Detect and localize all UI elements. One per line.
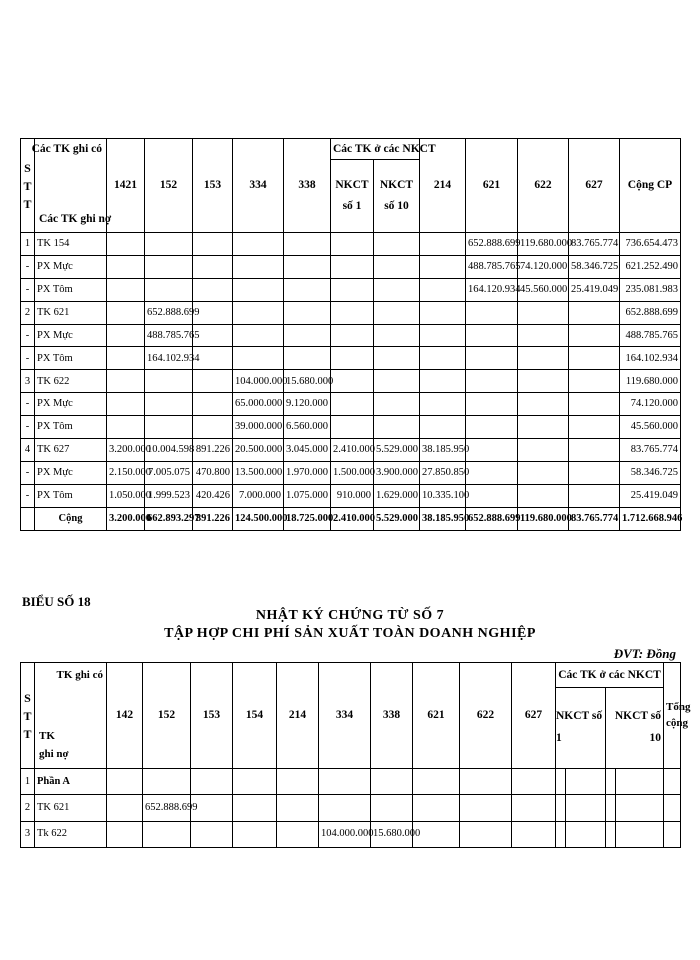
amount-cell: 104.000.000 bbox=[233, 370, 284, 393]
amount-cell bbox=[331, 324, 374, 347]
amount-cell bbox=[512, 821, 556, 847]
table-row bbox=[21, 301, 681, 324]
amount-cell bbox=[569, 416, 620, 439]
credit-accounts-label: Các TK ghi có bbox=[31, 143, 102, 155]
amount-cell: 9.120.000 bbox=[284, 393, 331, 416]
amount-cell bbox=[284, 301, 331, 324]
amount-cell bbox=[331, 416, 374, 439]
row-stt: 1 bbox=[21, 769, 35, 795]
amount-cell: 891.226 bbox=[193, 439, 233, 462]
amount-cell: 104.000.000 bbox=[319, 821, 371, 847]
amount-cell bbox=[107, 370, 145, 393]
amount-cell: 58.346.725 bbox=[620, 461, 681, 484]
amount-cell bbox=[374, 347, 420, 370]
amount-cell bbox=[233, 347, 284, 370]
col-header: 334 bbox=[319, 663, 371, 769]
amount-cell: 65.000.000 bbox=[233, 393, 284, 416]
total-amount: 18.725.000 bbox=[284, 507, 331, 530]
corner-header bbox=[35, 663, 107, 769]
amount-cell bbox=[107, 795, 143, 821]
row-stt: - bbox=[21, 484, 35, 507]
row-stt: - bbox=[21, 393, 35, 416]
row-account: PX Mực bbox=[35, 393, 107, 416]
amount-cell bbox=[233, 795, 277, 821]
col-header: Cộng CP bbox=[620, 139, 681, 233]
amount-cell bbox=[413, 769, 460, 795]
amount-cell bbox=[518, 484, 569, 507]
row-account: TK 154 bbox=[35, 233, 107, 256]
table-row bbox=[21, 347, 681, 370]
row-account: PX Mực bbox=[35, 255, 107, 278]
amount-cell: 39.000.000 bbox=[233, 416, 284, 439]
amount-cell bbox=[107, 769, 143, 795]
amount-cell bbox=[233, 301, 284, 324]
col-header: 627 bbox=[512, 663, 556, 769]
amount-cell bbox=[233, 821, 277, 847]
amount-cell bbox=[466, 461, 518, 484]
amount-cell bbox=[107, 324, 145, 347]
total-amount: 5.529.000 bbox=[374, 507, 420, 530]
amount-cell bbox=[193, 255, 233, 278]
amount-cell: 119.680.000 bbox=[620, 370, 681, 393]
col-header: 622 bbox=[460, 663, 512, 769]
amount-cell bbox=[107, 301, 145, 324]
col-header: 627 bbox=[569, 139, 620, 233]
col-header: 153 bbox=[193, 139, 233, 233]
row-stt: 2 bbox=[21, 301, 35, 324]
amount-cell: 652.888.699 bbox=[145, 301, 193, 324]
row-account: PX Tôm bbox=[35, 484, 107, 507]
amount-cell bbox=[374, 416, 420, 439]
total-amount: 652.888.699 bbox=[466, 507, 518, 530]
total-amount: 3.200.000 bbox=[107, 507, 145, 530]
amount-cell bbox=[107, 278, 145, 301]
amount-cell bbox=[460, 795, 512, 821]
total-amount: 662.893.297 bbox=[145, 507, 193, 530]
amount-cell bbox=[107, 821, 143, 847]
amount-cell bbox=[616, 769, 664, 795]
col-header: NKCT số 1 bbox=[556, 688, 606, 769]
amount-cell: 25.419.049 bbox=[569, 278, 620, 301]
amount-cell bbox=[145, 255, 193, 278]
amount-cell bbox=[143, 821, 191, 847]
debit-accounts-label: Các TK ghi nợ bbox=[39, 213, 112, 226]
amount-cell bbox=[107, 416, 145, 439]
amount-cell: 1.999.523 bbox=[145, 484, 193, 507]
amount-cell: 488.785.765 bbox=[145, 324, 193, 347]
amount-cell bbox=[331, 233, 374, 256]
amount-cell: 5.529.000 bbox=[374, 439, 420, 462]
row-account: PX Tôm bbox=[35, 347, 107, 370]
amount-cell bbox=[420, 278, 466, 301]
amount-cell bbox=[107, 255, 145, 278]
amount-cell bbox=[466, 484, 518, 507]
col-header: NKCT số 10 bbox=[606, 688, 664, 769]
amount-cell: 736.654.473 bbox=[620, 233, 681, 256]
amount-cell bbox=[374, 324, 420, 347]
amount-cell bbox=[518, 301, 569, 324]
amount-cell: 164.102.934 bbox=[145, 347, 193, 370]
credit-accounts-label: TK ghi có bbox=[56, 669, 103, 681]
amount-cell bbox=[374, 255, 420, 278]
amount-cell bbox=[145, 233, 193, 256]
amount-cell: 3.900.000 bbox=[374, 461, 420, 484]
table-row bbox=[21, 233, 681, 256]
amount-cell bbox=[374, 233, 420, 256]
amount-cell bbox=[145, 416, 193, 439]
amount-cell: 621.252.490 bbox=[620, 255, 681, 278]
amount-cell: 235.081.983 bbox=[620, 278, 681, 301]
journal-subtitle: TẬP HỢP CHI PHÍ SẢN XUẤT TOÀN DOANH NGHIỆP bbox=[164, 626, 536, 641]
row-stt: 4 bbox=[21, 439, 35, 462]
amount-cell bbox=[331, 347, 374, 370]
amount-cell bbox=[466, 393, 518, 416]
amount-cell: 10.335.100 bbox=[420, 484, 466, 507]
amount-cell: 488.785.765 bbox=[466, 255, 518, 278]
col-header: 338 bbox=[284, 139, 331, 233]
amount-cell: 119.680.000 bbox=[518, 233, 569, 256]
table-row bbox=[21, 416, 681, 439]
amount-cell bbox=[512, 795, 556, 821]
col-header: 154 bbox=[233, 663, 277, 769]
amount-cell bbox=[518, 439, 569, 462]
amount-cell bbox=[233, 324, 284, 347]
amount-cell: 7.005.075 bbox=[145, 461, 193, 484]
amount-cell bbox=[420, 255, 466, 278]
amount-cell bbox=[284, 324, 331, 347]
row-stt bbox=[21, 507, 35, 530]
col-header: 334 bbox=[233, 139, 284, 233]
amount-cell: 420.426 bbox=[193, 484, 233, 507]
cost-summary-table bbox=[20, 138, 681, 531]
amount-cell: 15.680.000 bbox=[284, 370, 331, 393]
amount-cell: 74.120.000 bbox=[620, 393, 681, 416]
amount-cell bbox=[233, 769, 277, 795]
table-row bbox=[21, 821, 681, 847]
amount-cell bbox=[664, 769, 681, 795]
total-amount: 119.680.000 bbox=[518, 507, 569, 530]
amount-cell: 25.419.049 bbox=[620, 484, 681, 507]
col-header: NKCT số 1 bbox=[331, 160, 374, 233]
amount-cell bbox=[374, 370, 420, 393]
amount-cell bbox=[569, 484, 620, 507]
amount-cell bbox=[374, 278, 420, 301]
amount-cell bbox=[569, 439, 620, 462]
col-header: 214 bbox=[420, 139, 466, 233]
table-row bbox=[21, 484, 681, 507]
amount-cell bbox=[331, 301, 374, 324]
col-header: 621 bbox=[466, 139, 518, 233]
row-stt: - bbox=[21, 461, 35, 484]
amount-cell bbox=[233, 278, 284, 301]
col-header: 622 bbox=[518, 139, 569, 233]
amount-cell: 15.680.000 bbox=[371, 821, 413, 847]
amount-cell bbox=[606, 769, 616, 795]
amount-cell bbox=[569, 324, 620, 347]
amount-cell: 58.346.725 bbox=[569, 255, 620, 278]
amount-cell bbox=[566, 795, 606, 821]
row-account: PX Tôm bbox=[35, 278, 107, 301]
row-account: PX Mực bbox=[35, 461, 107, 484]
total-amount: 2.410.000 bbox=[331, 507, 374, 530]
amount-cell bbox=[277, 769, 319, 795]
row-stt: 3 bbox=[21, 370, 35, 393]
amount-cell bbox=[143, 769, 191, 795]
amount-cell bbox=[420, 393, 466, 416]
table-row bbox=[21, 255, 681, 278]
amount-cell: 27.850.850 bbox=[420, 461, 466, 484]
journal-voucher-table bbox=[20, 662, 691, 848]
amount-cell bbox=[518, 370, 569, 393]
amount-cell: 45.560.000 bbox=[620, 416, 681, 439]
row-stt: 1 bbox=[21, 233, 35, 256]
col-header: 152 bbox=[145, 139, 193, 233]
total-row bbox=[21, 507, 681, 530]
amount-cell: 45.560.000 bbox=[518, 278, 569, 301]
amount-cell: 164.102.934 bbox=[620, 347, 681, 370]
amount-cell bbox=[374, 393, 420, 416]
amount-cell: 488.785.765 bbox=[620, 324, 681, 347]
total-amount: 38.185.950 bbox=[420, 507, 466, 530]
amount-cell bbox=[284, 347, 331, 370]
amount-cell: 1.629.000 bbox=[374, 484, 420, 507]
amount-cell bbox=[420, 324, 466, 347]
amount-cell bbox=[518, 393, 569, 416]
amount-cell bbox=[420, 233, 466, 256]
amount-cell bbox=[284, 233, 331, 256]
amount-cell: 470.800 bbox=[193, 461, 233, 484]
amount-cell bbox=[233, 233, 284, 256]
amount-cell bbox=[466, 324, 518, 347]
amount-cell bbox=[284, 255, 331, 278]
amount-cell bbox=[107, 393, 145, 416]
amount-cell: 652.888.699 bbox=[466, 233, 518, 256]
row-account: TK 621 bbox=[35, 301, 107, 324]
amount-cell: 6.560.000 bbox=[284, 416, 331, 439]
corner-header bbox=[31, 139, 112, 233]
amount-cell bbox=[277, 795, 319, 821]
amount-cell bbox=[420, 301, 466, 324]
amount-cell: 910.000 bbox=[331, 484, 374, 507]
amount-cell bbox=[460, 821, 512, 847]
table-row bbox=[21, 769, 681, 795]
amount-cell: 2.410.000 bbox=[331, 439, 374, 462]
amount-cell bbox=[569, 347, 620, 370]
amount-cell bbox=[460, 769, 512, 795]
row-stt: - bbox=[21, 255, 35, 278]
total-amount: 124.500.000 bbox=[233, 507, 284, 530]
amount-cell bbox=[371, 769, 413, 795]
row-account: PX Tôm bbox=[35, 416, 107, 439]
row-stt: - bbox=[21, 278, 35, 301]
amount-cell bbox=[606, 821, 616, 847]
amount-cell bbox=[331, 393, 374, 416]
amount-cell bbox=[107, 233, 145, 256]
table-row bbox=[21, 370, 681, 393]
amount-cell bbox=[556, 821, 566, 847]
amount-cell bbox=[193, 370, 233, 393]
amount-cell: 10.004.598 bbox=[145, 439, 193, 462]
amount-cell bbox=[569, 301, 620, 324]
amount-cell: 1.500.000 bbox=[331, 461, 374, 484]
total-amount: 83.765.774 bbox=[569, 507, 620, 530]
table-row bbox=[21, 461, 681, 484]
amount-cell bbox=[569, 370, 620, 393]
stt-header bbox=[21, 663, 35, 769]
journal-title: NHẬT KÝ CHỨNG TỪ SỐ 7 bbox=[255, 608, 445, 623]
amount-cell bbox=[566, 769, 606, 795]
amount-cell bbox=[319, 795, 371, 821]
amount-cell bbox=[191, 769, 233, 795]
row-account: TK 621 bbox=[35, 795, 107, 821]
amount-cell bbox=[518, 347, 569, 370]
table-row bbox=[21, 393, 681, 416]
amount-cell bbox=[145, 370, 193, 393]
amount-cell bbox=[374, 301, 420, 324]
amount-cell: 1.050.000 bbox=[107, 484, 145, 507]
amount-cell: 1.075.000 bbox=[284, 484, 331, 507]
amount-cell bbox=[664, 795, 681, 821]
amount-cell bbox=[107, 347, 145, 370]
row-account: Tk 622 bbox=[35, 821, 107, 847]
amount-cell bbox=[145, 278, 193, 301]
amount-cell bbox=[331, 278, 374, 301]
total-header: Tổng cộng bbox=[664, 663, 681, 769]
table-row bbox=[21, 439, 681, 462]
amount-cell bbox=[466, 416, 518, 439]
col-header: 153 bbox=[191, 663, 233, 769]
amount-cell: 20.500.000 bbox=[233, 439, 284, 462]
amount-cell bbox=[466, 370, 518, 393]
col-header: 142 bbox=[107, 663, 143, 769]
total-amount: 891.226 bbox=[193, 507, 233, 530]
amount-cell bbox=[284, 278, 331, 301]
amount-cell bbox=[193, 416, 233, 439]
table-row bbox=[21, 795, 681, 821]
amount-cell bbox=[331, 255, 374, 278]
amount-cell: 1.970.000 bbox=[284, 461, 331, 484]
col-header: NKCT số 10 bbox=[374, 160, 420, 233]
amount-cell: 83.765.774 bbox=[620, 439, 681, 462]
stt-label: STT bbox=[23, 160, 32, 211]
amount-cell bbox=[331, 370, 374, 393]
row-account: PX Mực bbox=[35, 324, 107, 347]
col-header: 152 bbox=[143, 663, 191, 769]
amount-cell bbox=[616, 795, 664, 821]
debit-accounts-label: TK ghi nợ bbox=[39, 729, 69, 761]
amount-cell: 3.200.000 bbox=[107, 439, 145, 462]
amount-cell bbox=[420, 416, 466, 439]
amount-cell: 38.185.950 bbox=[420, 439, 466, 462]
amount-cell bbox=[556, 769, 566, 795]
amount-cell bbox=[569, 461, 620, 484]
amount-cell bbox=[518, 461, 569, 484]
amount-cell: 3.045.000 bbox=[284, 439, 331, 462]
total-label: Cộng bbox=[35, 507, 107, 530]
amount-cell bbox=[466, 347, 518, 370]
col-header: 621 bbox=[413, 663, 460, 769]
amount-cell bbox=[556, 795, 566, 821]
amount-cell bbox=[191, 821, 233, 847]
amount-cell bbox=[566, 821, 606, 847]
nkct-group-header: Các TK ở các NKCT bbox=[556, 663, 664, 688]
amount-cell bbox=[466, 301, 518, 324]
amount-cell bbox=[518, 416, 569, 439]
amount-cell bbox=[606, 795, 616, 821]
amount-cell: 164.120.934 bbox=[466, 278, 518, 301]
amount-cell bbox=[193, 278, 233, 301]
amount-cell bbox=[616, 821, 664, 847]
amount-cell bbox=[420, 347, 466, 370]
amount-cell bbox=[193, 233, 233, 256]
nkct-group-header: Các TK ở các NKCT bbox=[331, 139, 420, 160]
amount-cell bbox=[193, 393, 233, 416]
total-amount: 1.712.668.946 bbox=[620, 507, 681, 530]
row-stt: - bbox=[21, 324, 35, 347]
amount-cell: 2.150.000 bbox=[107, 461, 145, 484]
col-header: 1421 bbox=[107, 139, 145, 233]
form-number: BIỂU SỐ 18 bbox=[22, 594, 91, 609]
amount-cell bbox=[466, 439, 518, 462]
table-row bbox=[21, 278, 681, 301]
amount-cell bbox=[277, 821, 319, 847]
amount-cell bbox=[664, 821, 681, 847]
col-header: 214 bbox=[277, 663, 319, 769]
amount-cell bbox=[233, 255, 284, 278]
amount-cell: 652.888.699 bbox=[143, 795, 191, 821]
amount-cell: 83.765.774 bbox=[569, 233, 620, 256]
row-account: TK 627 bbox=[35, 439, 107, 462]
amount-cell bbox=[413, 795, 460, 821]
amount-cell bbox=[145, 393, 193, 416]
row-stt: - bbox=[21, 416, 35, 439]
amount-cell bbox=[319, 769, 371, 795]
row-account: Phần A bbox=[35, 769, 107, 795]
amount-cell: 13.500.000 bbox=[233, 461, 284, 484]
row-stt: - bbox=[21, 347, 35, 370]
col-header: 338 bbox=[371, 663, 413, 769]
row-account: TK 622 bbox=[35, 370, 107, 393]
row-stt: 3 bbox=[21, 821, 35, 847]
currency-unit: ĐVT: Đồng bbox=[613, 646, 676, 661]
stt-label: STT bbox=[23, 690, 32, 741]
amount-cell: 74.120.000 bbox=[518, 255, 569, 278]
amount-cell bbox=[420, 370, 466, 393]
amount-cell: 7.000.000 bbox=[233, 484, 284, 507]
table-row bbox=[21, 324, 681, 347]
amount-cell: 652.888.699 bbox=[620, 301, 681, 324]
row-stt: 2 bbox=[21, 795, 35, 821]
amount-cell bbox=[512, 769, 556, 795]
amount-cell bbox=[518, 324, 569, 347]
amount-cell bbox=[569, 393, 620, 416]
amount-cell bbox=[371, 795, 413, 821]
